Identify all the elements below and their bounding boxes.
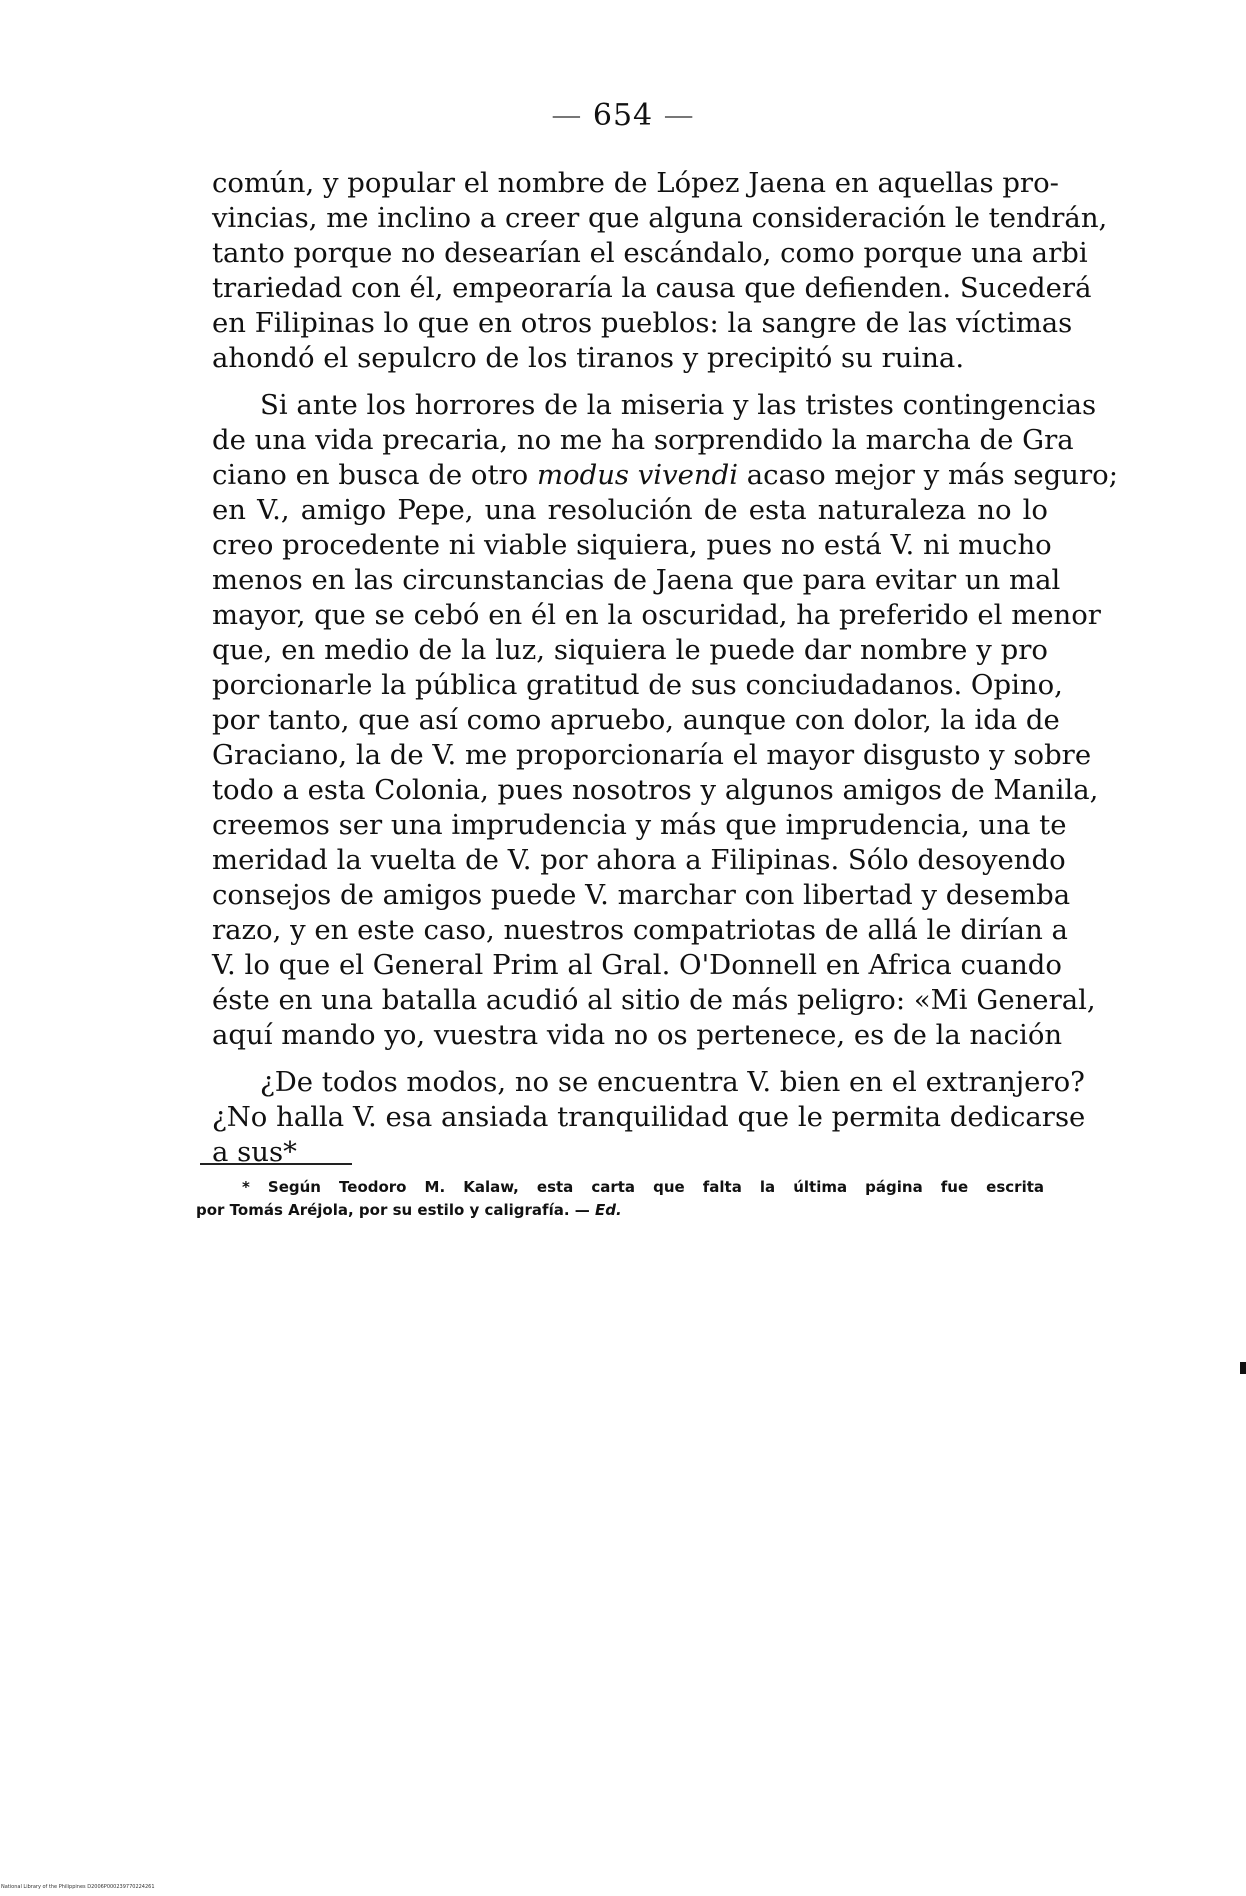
paragraph-2: [212, 388, 1118, 1053]
text-line: [212, 458, 1118, 493]
text-line: V. lo que el General Prim al Gral. O'Donnell en Africa cuando: [212, 949, 1062, 981]
text-line: en Filipinas lo que en otros pueblos: la sangre de las víctimas: [212, 307, 1073, 339]
letter-body: [212, 166, 1118, 1170]
footnote: [196, 1176, 1044, 1222]
text-line: trariedad con él, empeoraría la causa que defienden. Sucederá: [212, 272, 1092, 304]
text-line: creemos ser una imprudencia y más que imprudencia, una te: [212, 809, 1067, 841]
text-line: ¿De todos modos, no se encuentra V. bien en el extranjero?: [260, 1066, 1085, 1098]
text-line: a sus*: [212, 1136, 297, 1168]
text-line: creo procedente ni viable siquiera, pues no está V. ni mucho: [212, 529, 1052, 561]
footnote-text: por Tomás Aréjola, por su estilo y caligrafía. —: [196, 1201, 595, 1219]
footnote-line: [196, 1199, 1044, 1222]
scan-credit: National Library of the Philippines D2006P000239770224261: [1, 1884, 155, 1890]
italic-phrase: modus vivendi: [536, 459, 739, 491]
text-line: de una vida precaria, no me ha sorprendido la marcha de Gra: [212, 424, 1074, 456]
text-line: Graciano, la de V. me proporcionaría el mayor disgusto y sobre: [212, 739, 1092, 771]
scan-edge-mark: [1240, 1362, 1246, 1374]
text-line: ¿No halla V. esa ansiada tranquilidad que le permita dedicarse: [212, 1101, 1086, 1133]
text-line: meridad la vuelta de V. por ahora a Filipinas. Sólo desoyendo: [212, 844, 1066, 876]
footnote-divider: [200, 1163, 352, 1165]
text-line: que, en medio de la luz, siquiera le puede dar nombre y pro: [212, 634, 1048, 666]
paragraph-1: [212, 166, 1108, 376]
text-segment: ciano en busca de otro: [212, 459, 537, 491]
text-line: porcionarle la pública gratitud de sus conciudadanos. Opino,: [212, 669, 1063, 701]
text-line: común, y popular el nombre de López Jaena en aquellas pro-: [212, 167, 1059, 199]
text-line: vincias, me inclino a creer que alguna consideración le tendrán,: [212, 202, 1108, 234]
text-line: menos en las circunstancias de Jaena que para evitar un mal: [212, 564, 1061, 596]
footnote-line: * Según Teodoro M. Kalaw, esta carta que falta la última página fue escrita: [242, 1178, 1044, 1196]
text-line: todo a esta Colonia, pues nosotros y algunos amigos de Manila,: [212, 774, 1099, 806]
paragraph-3: [212, 1065, 1086, 1170]
text-line: mayor, que se cebó en él en la oscuridad, ha preferido el menor: [212, 599, 1101, 631]
text-line: por tanto, que así como apruebo, aunque con dolor, la ida de: [212, 704, 1060, 736]
footnote-editor-mark: Ed.: [594, 1201, 622, 1219]
text-line: consejos de amigos puede V. marchar con libertad y desemba: [212, 879, 1071, 911]
text-line: razo, y en este caso, nuestros compatriotas de allá le dirían a: [212, 914, 1068, 946]
text-line: Si ante los horrores de la miseria y las tristes contingencias: [260, 389, 1097, 421]
text-line: aquí mando yo, vuestra vida no os pertenece, es de la nación: [212, 1019, 1063, 1051]
text-line: tanto porque no desearían el escándalo, como porque una arbi: [212, 237, 1088, 269]
text-line: ahondó el sepulcro de los tiranos y precipitó su ruina.: [212, 342, 965, 374]
text-line: en V., amigo Pepe, una resolución de esta naturaleza no lo: [212, 494, 1048, 526]
page-number-value: 654: [592, 98, 654, 133]
text-segment: acaso mejor y más seguro;: [738, 459, 1118, 491]
page-number: — 654 —: [551, 98, 695, 133]
text-line: éste en una batalla acudió al sitio de más peligro: «Mi General,: [212, 984, 1096, 1016]
